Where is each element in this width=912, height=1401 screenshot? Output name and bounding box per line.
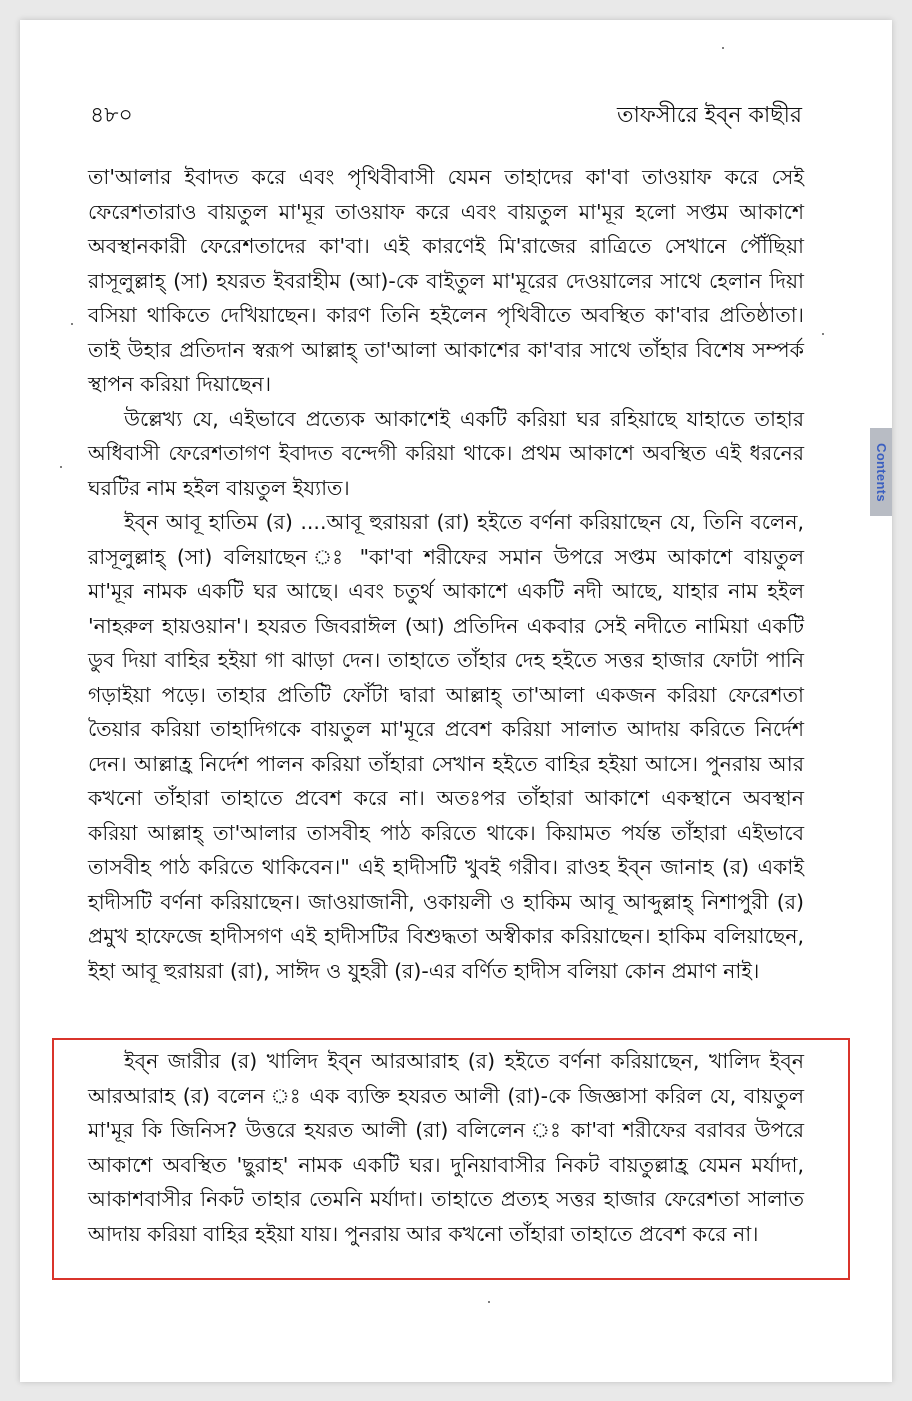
scan-speck (71, 323, 73, 325)
highlighted-paragraph: ইব্ন জারীর (র) খালিদ ইব্ন আরআরাহ (র) হইতে বর্ণনা করিয়াছেন, খালিদ ইব্ন আরআরাহ (র) বলেন ঃ এক ব্যক্তি হযরত আলী (রা)-কে জিজ্ঞাসা করিল যে, বায়তুল মা'মূর কি জিনিস? উত্তরে হযরত আলী (রা) বলিলেন ঃ কা'বা শরীফের বরাবর উপরে আকাশে অবস্থিত 'ছুরাহ' নামক একটি ঘর। দুনিয়াবাসীর নিকট বায়তুল্লাহ্র যেমন মর্যাদা, আকাশবাসীর নিকট তাহার তেমনি মর্যাদা। তাহাতে প্রত্যহ সত্তর হাজার ফেরেশতা সালাত আদায় করিয়া বাহির হইয়া যায়। পুনরায় আর কখনো তাঁহারা তাহাতে প্রবেশ করে না। (88, 1049, 804, 1246)
paragraph-1: তা'আলার ইবাদত করে এবং পৃথিবীবাসী যেমন তাহাদের কা'বা তাওয়াফ করে সেই ফেরেশতারাও বায়তুল মা'মূর তাওয়াফ করে এবং বায়তুল মা'মূর হলো সপ্তম আকাশে অবস্থানকারী ফেরেশতাদের কা'বা। এই কারণেই মি'রাজের রাত্রিতে সেখানে পৌঁছিয়া রাসূলুল্লাহ্ (সা) হযরত ইবরাহীম (আ)-কে বাইতুল মা'মূরের দেওয়ালের সাথে হেলান দিয়া বসিয়া থাকিতে দেখিয়াছেন। কারণ তিনি হইলেন পৃথিবীতে অবস্থিত কা'বার প্রতিষ্ঠাতা। তাই উহার প্রতিদান স্বরূপ আল্লাহ্ তা'আলা আকাশের কা'বার সাথে তাঁহার বিশেষ সম্পর্ক স্থাপন করিয়া দিয়াছেন। (88, 165, 804, 396)
running-title: তাফসীরে ইব্ন কাছীর (616, 103, 802, 128)
paragraph-2: উল্লেখ্য যে, এইভাবে প্রত্যেক আকাশেই একটি করিয়া ঘর রহিয়াছে যাহাতে তাহার অধিবাসী ফেরেশতাগণ ইবাদত বন্দেগী করিয়া থাকে। প্রথম আকাশে অবস্থিত এই ধরনের ঘরটির নাম হইল বায়তুল ইয্যাত। (88, 406, 804, 500)
body-text (88, 160, 804, 988)
paragraph-3: ইব্ন আবূ হাতিম (র) ....আবূ হুরায়রা (রা) হইতে বর্ণনা করিয়াছেন যে, তিনি বলেন, রাসূলুল্লাহ্ (সা) বলিয়াছেন ঃ "কা'বা শরীফের সমান উপরে সপ্তম আকাশে বায়তুল মা'মূর নামক একটি ঘর আছে। এবং চতুর্থ আকাশে একটি নদী আছে, যাহার নাম হইল 'নাহরুল হায়ওয়ান'। হযরত জিবরাঈল (আ) প্রতিদিন একবার সেই নদীতে নামিয়া একটি ডুব দিয়া বাহির হইয়া গা ঝাড়া দেন। তাহাতে তাঁহার দেহ হইতে সত্তর হাজার ফোটা পানি গড়াইয়া পড়ে। তাহার প্রতিটি ফোঁটা দ্বারা আল্লাহ্ তা'আলা একজন করিয়া ফেরেশতা তৈয়ার করিয়া তাহাদিগকে বায়তুল মা'মূরে প্রবেশ করিয়া সালাত আদায় করিতে নির্দেশ দেন। আল্লাহ্র নির্দেশ পালন করিয়া তাঁহারা সেখান হইতে বাহির হইয়া আসে। পুনরায় আর কখনো তাঁহারা তাহাতে প্রবেশ করে না। অতঃপর তাঁহারা আকাশে একস্থানে অবস্থান করিয়া আল্লাহ্ তা'আলার তাসবীহ পাঠ করিতে থাকে। কিয়ামত পর্যন্ত তাঁহারা এইভাবে তাসবীহ পাঠ করিতে থাকিবেন।" এই হাদীসটি খুবই গরীব। রাওহ ইব্ন জানাহ (র) একাই হাদীসটি বর্ণনা করিয়াছেন। জাওয়াজানী, ওকায়লী ও হাকিম আবূ আব্দুল্লাহ্ নিশাপুরী (র) প্রমুখ হাফেজে হাদীসগণ এই হাদীসটির বিশুদ্ধতা অস্বীকার করিয়াছেন। হাকিম বলিয়াছেন, ইহা আবূ হুরায়রা (রা), সাঈদ ও যুহরী (র)-এর বর্ণিত হাদীস বলিয়া কোন প্রমাণ নাই। (88, 510, 804, 983)
scan-speck (488, 1301, 490, 1303)
highlighted-passage (88, 1044, 804, 1251)
page-number: ৪৮০ (90, 103, 133, 128)
page-header (90, 98, 802, 132)
scan-speck (722, 47, 724, 49)
contents-tab[interactable] (870, 428, 892, 516)
contents-tab-label: Contents (873, 442, 889, 502)
scan-speck (822, 333, 824, 335)
scan-speck (60, 466, 62, 468)
